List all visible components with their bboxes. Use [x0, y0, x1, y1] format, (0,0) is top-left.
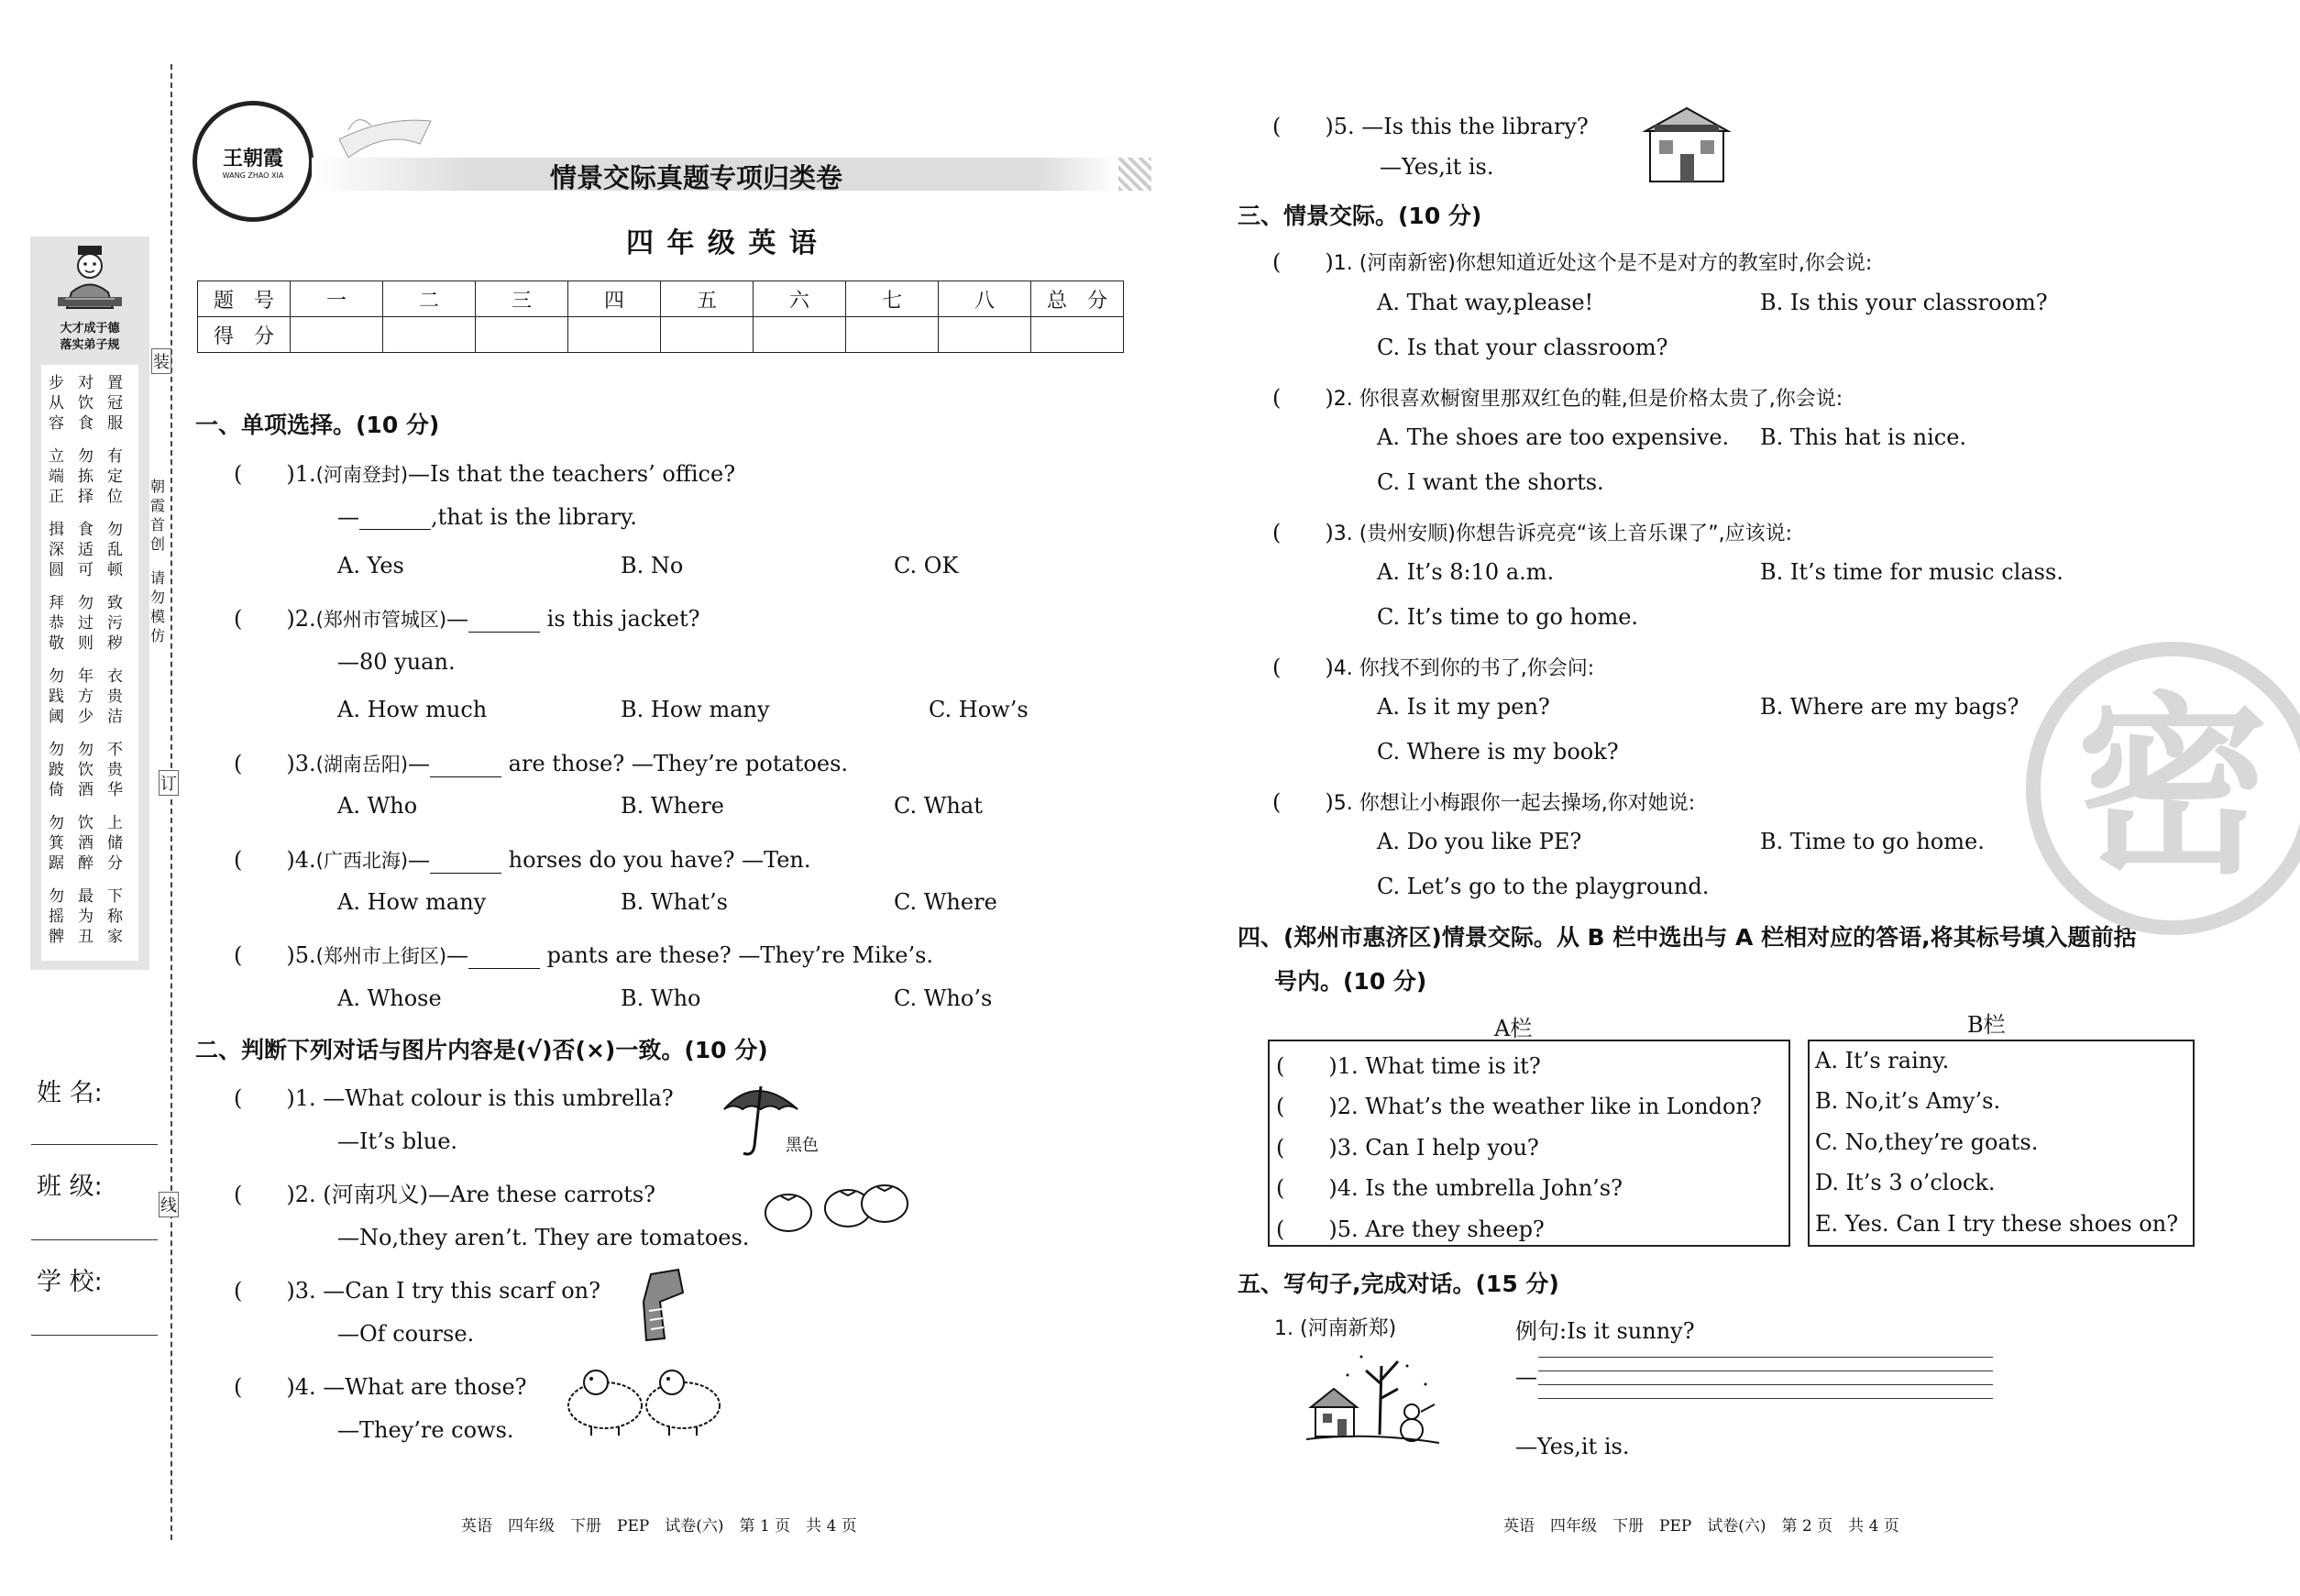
- s1-q1-line2: [337, 504, 637, 530]
- logo-text: 王朝霞: [222, 147, 283, 171]
- answer-paren[interactable]: ( ): [1276, 1135, 1337, 1161]
- score-head-cell: 二: [383, 281, 476, 317]
- confidential-seal: [2026, 642, 2300, 935]
- s5-answer: —Yes,it is.: [1515, 1434, 1630, 1459]
- question-source: (河南登封): [315, 464, 409, 486]
- question-text: 3. (贵州安顺)你想告诉亮亮“该上音乐课了”,应该说:: [1333, 523, 1793, 545]
- motto-char: 称: [107, 908, 123, 926]
- motto-char: 华: [107, 781, 123, 799]
- name-label: 姓 名:: [37, 1079, 103, 1107]
- fill-blank[interactable]: [430, 756, 501, 777]
- s3-q1-option-c: C. Is that your classroom?: [1377, 335, 1668, 360]
- fill-blank[interactable]: [468, 948, 540, 969]
- dash: —: [408, 847, 431, 873]
- motto-char: 污: [107, 614, 123, 633]
- copyright-col-2: 请 勿 模 仿: [149, 569, 165, 644]
- motto-char: 摇: [49, 908, 64, 926]
- s1-q4-option-c: C. Where: [894, 889, 997, 915]
- motto-title-1: 大才成于德: [60, 322, 120, 336]
- answer-paren[interactable]: ( ): [1272, 114, 1334, 139]
- score-head-cell: 七: [846, 281, 939, 317]
- score-cell[interactable]: [1031, 317, 1124, 353]
- item-text: 1. What time is it?: [1337, 1053, 1541, 1079]
- school-label: 学 校:: [37, 1268, 103, 1296]
- motto-char: 立: [49, 447, 64, 466]
- s1-q2-line1: [234, 600, 699, 633]
- score-cell[interactable]: [939, 317, 1031, 353]
- score-cell[interactable]: [754, 317, 846, 353]
- motto-char: 践: [49, 688, 64, 706]
- name-line[interactable]: [31, 1144, 158, 1145]
- motto-char: 不: [107, 741, 123, 759]
- s3-q4-option-b: B. Where are my bags?: [1760, 694, 2019, 720]
- answer-paren[interactable]: ( ): [1276, 1175, 1337, 1201]
- s1-q3-option-a: A. Who: [337, 793, 418, 819]
- score-cell[interactable]: [291, 317, 383, 353]
- col-b-item-4: D. It’s 3 o’clock.: [1815, 1170, 1996, 1195]
- s3-q1-option-a: A. That way,please!: [1377, 290, 1594, 315]
- motto-char: 饮: [78, 761, 94, 779]
- motto-char: 上: [107, 814, 123, 832]
- score-head-cell: 一: [291, 281, 383, 317]
- answer-paren[interactable]: ( ): [234, 1278, 295, 1304]
- s3-q5-option-c: C. Let’s go to the playground.: [1377, 874, 1710, 899]
- s1-q1-line1: [234, 456, 735, 488]
- answer-paren[interactable]: ( ): [1272, 520, 1334, 545]
- scholar-icon: [49, 242, 131, 325]
- motto-char: 为: [78, 908, 94, 926]
- s1-q1-option-c: C. OK: [894, 553, 959, 578]
- motto-char: 位: [107, 488, 123, 506]
- binding-line: [171, 64, 172, 1540]
- motto-title-2: 落实弟子规: [60, 338, 120, 352]
- answer-paren[interactable]: ( ): [1276, 1216, 1337, 1242]
- score-cell[interactable]: [383, 317, 476, 353]
- question-text: horses do you have? —Ten.: [508, 847, 811, 873]
- s3-q5-option-a: A. Do you like PE?: [1377, 829, 1582, 854]
- s2-q3-line2: —Of course.: [337, 1321, 475, 1347]
- answer-paren[interactable]: ( ): [1272, 249, 1334, 275]
- motto-char: 勿: [78, 594, 94, 612]
- section4-heading-line2: 号内。(10 分): [1274, 968, 1427, 995]
- library-icon: [1636, 99, 1737, 191]
- motto-char: 过: [78, 614, 94, 633]
- question-number: 5.: [294, 942, 316, 968]
- motto-char: 勿: [49, 667, 64, 686]
- s1-q3-option-c: C. What: [894, 793, 983, 819]
- writing-line-2[interactable]: [1538, 1370, 1993, 1371]
- score-row-label: 得 分: [198, 317, 291, 353]
- s3-q3-option-a: A. It’s 8:10 a.m.: [1377, 559, 1555, 585]
- s3-q5-option-b: B. Time to go home.: [1760, 829, 1985, 854]
- question-text: 3. —Can I try this scarf on?: [294, 1278, 600, 1304]
- answer-paren[interactable]: ( ): [1276, 1094, 1337, 1119]
- item-text: 3. Can I help you?: [1337, 1135, 1539, 1161]
- question-source: (湖南岳阳): [315, 754, 409, 776]
- writing-line-3[interactable]: [1538, 1384, 1993, 1385]
- motto-char: 酒: [78, 781, 94, 799]
- footer-right: 英语 四年级 下册 PEP 试卷(六) 第 2 页 共 4 页: [1503, 1517, 1899, 1535]
- answer-paren[interactable]: ( ): [234, 606, 295, 632]
- answer-paren[interactable]: ( ): [234, 1085, 295, 1111]
- answer-paren[interactable]: ( ): [234, 1182, 295, 1207]
- col-a-item-1: [1276, 1048, 1541, 1080]
- s1-q2-option-a: A. How much: [337, 697, 488, 722]
- s3-q1-option-b: B. Is this your classroom?: [1760, 290, 2048, 315]
- motto-char: 储: [107, 834, 123, 853]
- motto-panel: [30, 237, 149, 970]
- score-head-cell: 总 分: [1031, 281, 1124, 317]
- col-a-item-2: [1276, 1088, 1762, 1120]
- question-text: is this jacket?: [546, 606, 700, 632]
- binding-mark-3: 线: [159, 1192, 179, 1217]
- s2-q2-line2: —No,they aren’t. They are tomatoes.: [337, 1225, 750, 1250]
- answer-paren[interactable]: ( ): [234, 847, 295, 873]
- motto-char: 方: [78, 688, 94, 706]
- motto-char: 揖: [49, 521, 64, 539]
- score-table-score-row: [198, 317, 1124, 353]
- answer-paren[interactable]: ( ): [234, 942, 295, 968]
- score-head-cell: 八: [939, 281, 1031, 317]
- s3-q1-prompt: [1272, 244, 1872, 276]
- title-bar-pattern: [1118, 158, 1151, 191]
- motto-char: 致: [107, 594, 123, 612]
- snow-scene-icon: [1306, 1348, 1439, 1453]
- col-b-item-3: C. No,they’re goats.: [1815, 1129, 2039, 1155]
- dash: —: [446, 606, 469, 632]
- col-b-title: B栏: [1967, 1012, 2006, 1038]
- binding-mark-1: 装: [151, 348, 171, 374]
- motto-char: 可: [78, 561, 94, 579]
- s2-q2-line1: [234, 1176, 655, 1208]
- motto-char: 服: [107, 414, 123, 433]
- score-head-cell: 题 号: [198, 281, 291, 317]
- question-number: 1.: [294, 461, 316, 487]
- col-a-item-5: [1276, 1211, 1545, 1243]
- question-source: (郑州市管城区): [315, 609, 447, 631]
- motto-char: 则: [78, 634, 94, 653]
- paper-title: 情景交际真题专项归类卷: [550, 162, 843, 193]
- score-head-cell: 四: [568, 281, 661, 317]
- s3-q2-option-a: A. The shoes are too expensive.: [1377, 424, 1730, 450]
- motto-char: 倚: [49, 781, 64, 799]
- question-number: 2.: [294, 606, 316, 632]
- s1-q4-option-b: B. What’s: [621, 889, 728, 915]
- score-table: [197, 281, 1124, 353]
- motto-char: 置: [107, 374, 123, 392]
- motto-char: 最: [78, 887, 94, 906]
- motto-char: 有: [107, 447, 123, 466]
- answer-paren[interactable]: ( ): [1276, 1053, 1337, 1079]
- motto-char: 下: [107, 887, 123, 906]
- question-text: 1. (河南新密)你想知道近处这个是不是对方的教室时,你会说:: [1333, 252, 1873, 275]
- s3-q5-prompt: [1272, 784, 1695, 816]
- score-cell[interactable]: [568, 317, 661, 353]
- question-text: 5. 你想让小梅跟你一起去操场,你对她说:: [1333, 792, 1696, 815]
- motto-char: 饮: [78, 814, 94, 832]
- binding-mark-2: 订: [159, 770, 179, 796]
- motto-char: 踞: [49, 854, 64, 873]
- section4-heading-line1: 四、(郑州市惠济区)情景交际。从 B 栏中选出与 A 栏相对应的答语,将其标号填入题前括: [1238, 924, 2137, 951]
- section5-heading: 五、写句子,完成对话。(15 分): [1238, 1271, 1559, 1297]
- motto-char: 乱: [107, 541, 123, 559]
- dash: —: [408, 751, 431, 776]
- score-cell[interactable]: [661, 317, 754, 353]
- motto-char: 衣: [107, 667, 123, 686]
- s1-q5-option-b: B. Who: [621, 985, 701, 1011]
- umbrella-color-label: 黑色: [786, 1136, 819, 1155]
- answer-paren[interactable]: ( ): [234, 1374, 295, 1400]
- motto-char: 容: [49, 414, 64, 433]
- s2-q1-line1: [234, 1080, 674, 1112]
- motto-char: 冠: [107, 394, 123, 413]
- motto-char: 深: [49, 541, 64, 559]
- score-head-cell: 六: [754, 281, 846, 317]
- motto-char: 适: [78, 541, 94, 559]
- motto-char: 勿: [78, 447, 94, 466]
- s3-q2-prompt: [1272, 380, 1843, 412]
- item-text: 5. Are they sheep?: [1337, 1216, 1545, 1242]
- s2-q5-line1: [1272, 108, 1589, 140]
- s1-q4-line1: [234, 842, 811, 874]
- brand-logo: [193, 101, 314, 222]
- question-text: 1. —What colour is this umbrella?: [294, 1085, 674, 1111]
- motto-char: 圆: [49, 561, 64, 579]
- s1-q5-option-a: A. Whose: [337, 985, 442, 1011]
- score-cell[interactable]: [476, 317, 568, 353]
- motto-char: 食: [78, 521, 94, 539]
- section1-heading: 一、单项选择。(10 分): [195, 412, 440, 438]
- dash: —: [337, 504, 359, 530]
- question-text: —Is that the teachers’ office?: [408, 461, 736, 487]
- s1-q1-option-a: A. Yes: [337, 553, 404, 578]
- tomatoes-icon: [761, 1172, 917, 1236]
- s1-q2-line2: —80 yuan.: [337, 649, 456, 675]
- motto-char: 跛: [49, 761, 64, 779]
- col-a-item-3: [1276, 1129, 1539, 1161]
- motto-char: 饮: [78, 394, 94, 413]
- motto-char: 对: [78, 374, 94, 392]
- answer-paren[interactable]: ( ): [234, 461, 295, 487]
- logo-subtext: WANG ZHAO XIA: [222, 171, 284, 180]
- motto-char: 年: [78, 667, 94, 686]
- answer-paren[interactable]: ( ): [234, 751, 295, 776]
- motto-char: 髀: [49, 928, 64, 946]
- motto-char: 择: [78, 488, 94, 506]
- s1-q5-line1: [234, 937, 933, 969]
- motto-char: 贵: [107, 761, 123, 779]
- question-text: 5. —Is this the library?: [1333, 114, 1589, 139]
- copyright-col-1: 朝 霞 首 创: [149, 478, 165, 553]
- question-source: (郑州市上街区): [315, 945, 447, 967]
- s2-q4-line2: —They’re cows.: [337, 1417, 514, 1443]
- s5-example: 例句:Is it sunny?: [1515, 1318, 1695, 1344]
- fill-blank[interactable]: [468, 611, 540, 633]
- s1-q5-option-c: C. Who’s: [894, 985, 993, 1011]
- s1-q1-option-b: B. No: [621, 553, 684, 578]
- s3-q3-option-b: B. It’s time for music class.: [1760, 559, 2063, 585]
- motto-columns: [49, 369, 140, 956]
- motto-char: 恭: [49, 614, 64, 633]
- motto-char: 贵: [107, 688, 123, 706]
- col-a-title: A栏: [1494, 1016, 1533, 1041]
- s2-q3-line1: [234, 1272, 600, 1304]
- question-text: 4. 你找不到你的书了,你会问:: [1333, 657, 1595, 680]
- item-text: 4. Is the umbrella John’s?: [1337, 1175, 1623, 1201]
- question-text: pants are these? —They’re Mike’s.: [546, 942, 934, 968]
- motto-char: 端: [49, 468, 64, 486]
- question-number: 4.: [294, 847, 316, 873]
- question-text: 2. (河南巩义)—Are these carrots?: [294, 1182, 656, 1207]
- question-text: 4. —What are those?: [294, 1374, 527, 1400]
- class-line[interactable]: [31, 1239, 158, 1240]
- s3-q4-prompt: [1272, 649, 1594, 681]
- writing-line-4[interactable]: [1538, 1398, 1993, 1399]
- class-label: 班 级:: [37, 1172, 103, 1201]
- motto-char: 顿: [107, 561, 123, 579]
- s3-q4-option-a: A. Is it my pen?: [1377, 694, 1550, 720]
- motto-char: 勿: [78, 741, 94, 759]
- fill-blank[interactable]: [430, 853, 501, 874]
- motto-char: 酒: [78, 834, 94, 853]
- answer-paren[interactable]: ( ): [1272, 655, 1334, 680]
- s1-q4-option-a: A. How many: [337, 889, 487, 915]
- motto-char: 秽: [107, 634, 123, 653]
- question-number: 3.: [294, 751, 316, 776]
- motto-char: 勿: [49, 814, 64, 832]
- motto-char: 箕: [49, 834, 64, 853]
- fill-blank[interactable]: [359, 509, 431, 530]
- motto-char: 步: [49, 374, 64, 392]
- motto-char: 从: [49, 394, 64, 413]
- motto-char: 醉: [78, 854, 94, 873]
- score-table-header-row: [198, 281, 1124, 317]
- school-line[interactable]: [31, 1335, 158, 1336]
- question-text: ,that is the library.: [431, 504, 637, 530]
- score-head-cell: 三: [476, 281, 568, 317]
- s3-q3-option-c: C. It’s time to go home.: [1377, 604, 1639, 630]
- section3-heading: 三、情景交际。(10 分): [1238, 203, 1482, 229]
- motto-char: 丑: [78, 928, 94, 946]
- s3-q4-option-c: C. Where is my book?: [1377, 739, 1619, 765]
- question-text: are those? —They’re potatoes.: [508, 751, 849, 776]
- motto-char: 敬: [49, 634, 64, 653]
- s1-q2-option-b: B. How many: [621, 697, 770, 722]
- dash: —: [446, 942, 469, 968]
- scarf-icon: [633, 1265, 697, 1348]
- score-head-cell: 五: [661, 281, 754, 317]
- section2-heading: 二、判断下列对话与图片内容是(√)否(×)一致。(10 分): [195, 1037, 768, 1063]
- col-a-item-4: [1276, 1170, 1623, 1202]
- motto-char: 拣: [78, 468, 94, 486]
- sheep-icon: [555, 1364, 729, 1437]
- motto-char: 少: [78, 708, 94, 726]
- motto-char: 勿: [49, 741, 64, 759]
- motto-char: 食: [78, 414, 94, 433]
- motto-char: 勿: [107, 521, 123, 539]
- question-text: 2. 你很喜欢橱窗里那双红色的鞋,但是价格太贵了,你会说:: [1333, 388, 1843, 411]
- s5-q1-label: 1. (河南新郑): [1274, 1317, 1397, 1340]
- s3-q2-option-c: C. I want the shorts.: [1377, 469, 1604, 495]
- motto-char: 拜: [49, 594, 64, 612]
- item-text: 2. What’s the weather like in London?: [1337, 1094, 1762, 1119]
- s2-q5-line2: —Yes,it is.: [1380, 154, 1494, 180]
- motto-char: 定: [107, 468, 123, 486]
- answer-paren[interactable]: ( ): [1272, 789, 1334, 815]
- s3-q3-prompt: [1272, 514, 1792, 546]
- s2-q4-line1: [234, 1369, 527, 1401]
- writing-line-1[interactable]: [1538, 1357, 1993, 1358]
- motto-char: 分: [107, 854, 123, 873]
- s3-q2-option-b: B. This hat is nice.: [1760, 424, 1967, 450]
- score-cell[interactable]: [846, 317, 939, 353]
- seal-text: 密: [2075, 676, 2269, 900]
- question-source: (广西北海): [315, 850, 409, 872]
- motto-char: 家: [107, 928, 123, 946]
- motto-char: 阈: [49, 708, 64, 726]
- paper-subtitle: 四 年 级 英 语: [626, 227, 819, 259]
- s5-dash: —: [1515, 1364, 1537, 1390]
- s1-q2-option-c: C. How’s: [929, 697, 1029, 722]
- motto-char: 洁: [107, 708, 123, 726]
- col-b-item-2: B. No,it’s Amy’s.: [1815, 1088, 2001, 1114]
- answer-paren[interactable]: ( ): [1272, 385, 1334, 411]
- footer-left: 英语 四年级 下册 PEP 试卷(六) 第 1 页 共 4 页: [461, 1517, 857, 1535]
- col-b-item-1: A. It’s rainy.: [1815, 1048, 1950, 1073]
- s1-q3-line1: [234, 745, 848, 777]
- s1-q3-option-b: B. Where: [621, 793, 724, 819]
- motto-char: 正: [49, 488, 64, 506]
- motto-char: 勿: [49, 887, 64, 906]
- s2-q1-line2: —It’s blue.: [337, 1128, 458, 1154]
- col-b-item-5: E. Yes. Can I try these shoes on?: [1815, 1211, 2179, 1237]
